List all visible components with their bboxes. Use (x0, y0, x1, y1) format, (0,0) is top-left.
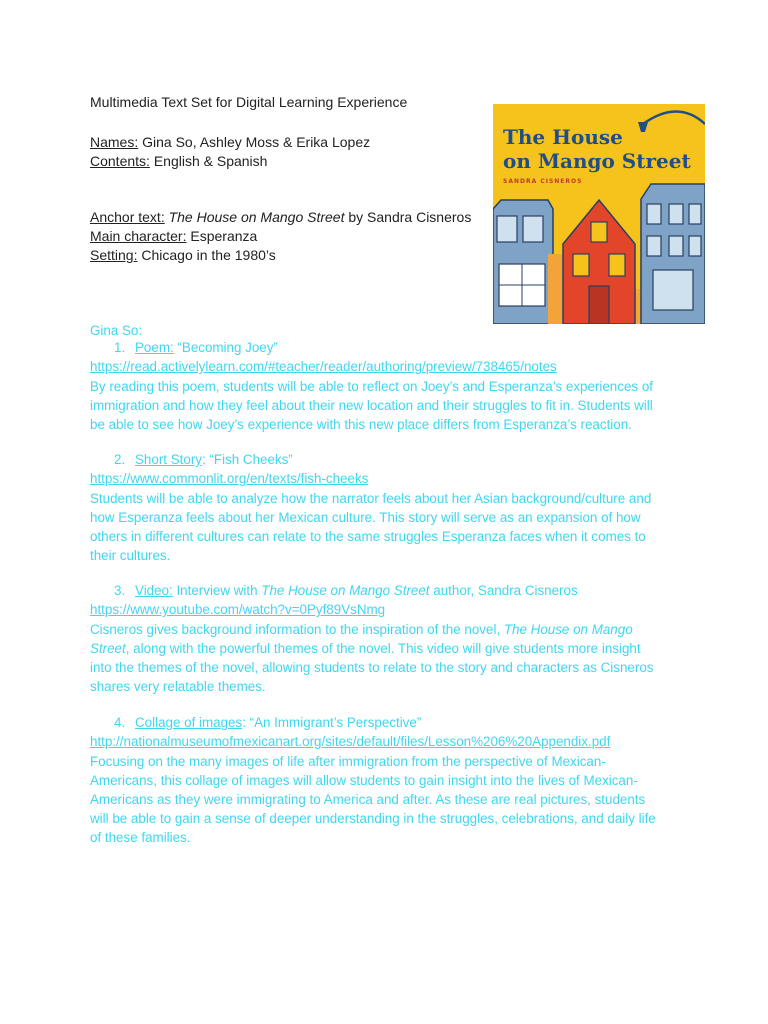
cover-author: SANDRA CISNEROS (503, 178, 583, 185)
item-2-title: : “Fish Cheeks” (201, 452, 293, 467)
item-4-heading (114, 715, 421, 730)
setting-label: Setting: (90, 247, 138, 263)
anchor-rest: by Sandra Cisneros (344, 209, 472, 225)
item-3-line (90, 620, 690, 639)
item-1-line: immigration and how they feel about their new location and their struggles to fit in. Students will (90, 398, 653, 413)
item-2-description (90, 489, 690, 565)
item-1-title: “Becoming Joey” (173, 340, 278, 355)
item-4-description (90, 752, 690, 847)
names-line (90, 134, 370, 150)
item-1-heading (114, 340, 278, 355)
book-cover-image (493, 104, 705, 324)
item-3-title-tail: author, Sandra Cisneros (429, 583, 578, 598)
item-1-line: By reading this poem, students will be able to reflect on Joey’s and Esperanza’s experiences of (90, 379, 653, 394)
item-4-title: : “An Immigrant’s Perspective” (242, 715, 422, 730)
item-4-line: Americans, this collage of images will allow students to gain insight into the lives of Mexican- (90, 773, 638, 788)
item-2-line: others in different cultures can relate to the same struggles Esperanza faces when it comes to (90, 529, 646, 544)
character-label: Main character: (90, 228, 187, 244)
item-1-link[interactable]: https://read.activelylearn.com/#teacher/reader/authoring/preview/738465/notes (90, 359, 557, 374)
item-3-description (90, 620, 690, 696)
item-3-line2-italic: Street (90, 641, 126, 656)
anchor-text-line (90, 209, 471, 225)
item-3-line: into the themes of the novel, allowing students to relate to the story and characters as Cisneros (90, 660, 654, 675)
item-1-line: be able to see how Joey’s experience with this new place differs from Esperanza’s reaction. (90, 417, 632, 432)
anchor-title: The House on Mango Street (168, 209, 345, 225)
cover-title-line2: on Mango Street (503, 149, 691, 173)
item-2-line: Students will be able to analyze how the narrator feels about her Asian background/culture and (90, 491, 652, 506)
character-value: Esperanza (186, 228, 258, 244)
cover-title-line1: The House (503, 125, 623, 149)
item-3-heading (114, 583, 578, 598)
item-2-line: their cultures. (90, 548, 171, 563)
item-3-line2-text: , along with the powerful themes of the novel. This video will give students more insight (125, 641, 641, 656)
item-3-link[interactable]: https://www.youtube.com/watch?v=0Pyf89VsNmg (90, 602, 386, 617)
item-4-line: Americans as they were immigrating to America and after. As these are real pictures, students (90, 792, 646, 807)
item-3-title: Interview with (172, 583, 262, 598)
item-3-line1-italic: The House on Mango (503, 622, 633, 637)
item-3-line1-text: Cisneros gives background information to the inspiration of the novel, (90, 622, 504, 637)
item-4-line: of these families. (90, 830, 191, 845)
item-3-type: Video: (135, 583, 173, 598)
item-1-number: 1. (114, 340, 126, 355)
item-1-type: Poem: (135, 340, 174, 355)
item-2-number: 2. (114, 452, 126, 467)
item-4-line: will be able to gain a sense of deeper understanding in the struggles, celebrations, and daily life (90, 811, 656, 826)
item-2-link[interactable]: https://www.commonlit.org/en/texts/fish-cheeks (90, 471, 369, 486)
item-4-link[interactable]: http://nationalmuseumofmexicanart.org/sites/default/files/Lesson%206%20Appendix.pdf (90, 734, 611, 749)
item-3-number: 3. (114, 583, 126, 598)
document-title: Multimedia Text Set for Digital Learning Experience (90, 94, 408, 110)
item-2-line: how Esperanza feels about her Mexican culture. This story will serve as an expansion of how (90, 510, 641, 525)
item-3-line: shares very relatable themes. (90, 679, 266, 694)
item-4-number: 4. (114, 715, 126, 730)
setting-value: Chicago in the 1980’s (137, 247, 276, 263)
item-3-title-italic: The House on Mango Street (261, 583, 430, 598)
contents-line (90, 153, 267, 169)
contents-label: Contents: (90, 153, 150, 169)
item-2-heading (114, 452, 293, 467)
names-label: Names: (90, 134, 139, 150)
section-author: Gina So: (90, 323, 143, 338)
item-4-line: Focusing on the many images of life after immigration from the perspective of Mexican- (90, 754, 606, 769)
contents-value: English & Spanish (149, 153, 268, 169)
anchor-label: Anchor text: (90, 209, 165, 225)
item-1-description (90, 377, 690, 434)
item-3-line (90, 639, 690, 658)
setting-line (90, 247, 276, 263)
item-4-type: Collage of images (135, 715, 243, 730)
item-2-type: Short Story (135, 452, 202, 467)
main-character-line (90, 228, 257, 244)
names-value: Gina So, Ashley Moss & Erika Lopez (138, 134, 371, 150)
